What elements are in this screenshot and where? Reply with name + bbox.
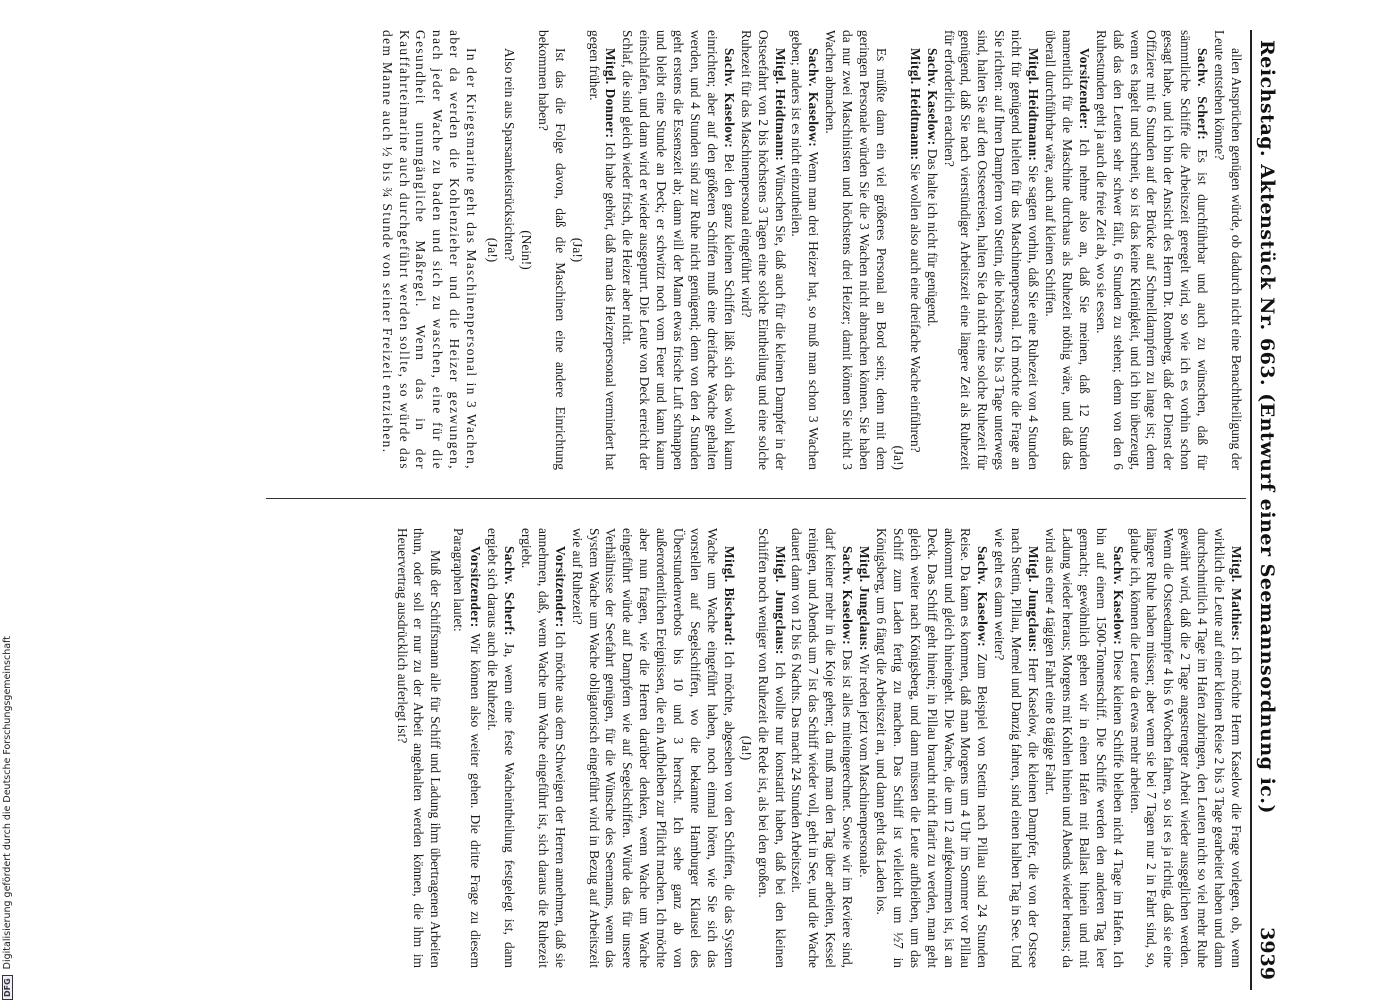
paragraph: [483, 528, 517, 968]
speaker-name: Sachv. Scherf:: [502, 546, 518, 636]
right-column: [244, 528, 1244, 968]
page-header: [1248, 0, 1282, 1000]
speaker-name: Mitgl. Jungclaus:: [772, 546, 788, 655]
paragraph: [483, 30, 500, 470]
speaker-name: Mitgl. Jungclaus:: [1026, 546, 1042, 653]
paragraph: [1092, 30, 1210, 470]
speaker-name: Sachv. Kaselow:: [975, 546, 991, 647]
speaker-name: Mitgl. Heidtmann:: [907, 48, 923, 161]
paragraph-text: Herr Kaselow, die kleinen Dampfer, die von der Ostsee nach Stettin, Pillau, Memel und Danzig fahren, sind einen halben Tag in See. Und wie geht es dann weiter?: [992, 528, 1042, 968]
speaker-name: Mitgl. Bischard:: [721, 546, 737, 647]
paragraph: [940, 30, 1041, 470]
paragraph-text: Ich habe gehört, daß man das Heizerpersonal vermindert hat gegen früher.: [586, 30, 619, 470]
paragraph: [517, 30, 534, 470]
paragraph-text: Wir reden jetzt vom Maschinenpersonale.: [857, 650, 873, 878]
paragraph-text: Diese kleinen Schiffe bleiben nicht 4 Tage im Hafen. Ich bin auf einem 1500-Tonnenschiff. Die Schiffe werden den anderen Tag leer gemacht; gewöhnlich gehen wir in einen Hafen mit Ballast hinein und mit Ladung wieder heraus; Morgens mit Kohlen hinein und Abends wieder heraus; da wird aus einer 4 tägigen Fahrt eine 8 tägige Fahrt.: [1043, 528, 1126, 968]
paragraph: [585, 30, 619, 470]
speaker-name: Vorsitzender:: [468, 546, 484, 628]
paragraph-text: In der Kriegsmarine geht das Maschinenpersonal in 3 Wachen, aber da werden die Kohlenzieher und die Heizer gezwungen, nach jeder Wache zu baden und sich zu waschen, eine für die Gesundheit unumgängliche Maßregel. Wenn das in der Kauffahrteimarine auch durchgeführt werden sollte, so würde das dem Manne auch ½ bis ¾ Stunde von seiner Freizeit entziehen.: [379, 30, 480, 470]
paragraph: [534, 30, 568, 470]
speaker-name: Vorsitzender:: [1076, 48, 1092, 130]
paragraph: [855, 528, 872, 968]
paragraph-text: Ich möchte aus dem Schweigen der Herren annehmen, daß sie annehmen, daß, wenn Wache um Wache eingeführt ist, sich daraus die Ruhezeit ergiebt.: [518, 528, 568, 968]
paragraph-text: Ich wollte nur konstatirt haben, daß bei den kleinen Schiffen noch weniger von Ruhezeit die Rede ist, als bei den großen.: [755, 528, 788, 968]
paragraph: [788, 528, 856, 968]
paragraph-text: Zum Beispiel von Stettin nach Pillau sind 24 Stunden Reise. Da kann es kommen, daß man Morgens um 4 Uhr im Sommer vor Pillau ankommt und gleich hineingeht. Die Wache, die um 12 aufgekommen ist, ist an Deck. Das Schiff geht hinein; in Pillau braucht nicht flarirt zu werden, man geht gleich weiter nach Königsberg, und dann müssen die Leute aufbleiben, um das Schiff zum Laden fertig zu machen. Das Schiff ist vielleicht um ½7 in Königsberg, um 6 fängt die Arbeitszeit an, und dann geht das Laden los.: [873, 528, 991, 968]
speaker-name: Mitgl. Jungclaus:: [857, 546, 873, 651]
paragraph-text: Ich möchte, abgesehen von den Schiffen, die das System Wache um Wache eingeführt haben, noch einmal hören, wie Sie sich das vorstellen auf Segelschiffen, wo die bekannte Hamburger Klausel des Überstundenverbots bis 10 und 3 herrscht. Ich sehe ganz ab von außerordentlichen Ereignissen, die ein Aufbleiben zur Pflicht machen. Ich möchte aber nun fragen, wie die Herren darüber denken, wenn Wache um Wache eingeführt würde auf Dampfern wie auf Segelschiffen. Würde das für unsere Verhältnisse der Seefahrt genügen, für die Wünsche des Seemanns, wenn das System Wache um Wache obligatorisch eingeführt wird in Bezug auf Arbeitszeit wie auf Ruhezeit?: [569, 528, 737, 968]
paragraph: [1041, 528, 1126, 968]
paragraph-text: Ja, wenn eine feste Wacheintheilung festgelegt ist, dann ergiebt sich daraus auch die Ruhezeit.: [485, 528, 518, 968]
page-number: 3939: [1256, 927, 1278, 980]
speaker-name: Sachv. Kaselow:: [1110, 546, 1126, 646]
paragraph: [737, 30, 788, 470]
paragraph-text: Ich nehme also an, daß Sie meinen, daß 12 Stunden namentlich für die Maschine durchaus als Ruhezeit nöthig wäre, und daß das überall durchführbar wäre, auch auf kleinen Schiffen.: [1043, 30, 1092, 470]
paragraph-text: (Ja!): [485, 237, 501, 263]
paragraph-text: Wir können also weiter gehen. Die dritte Frage zu diesem Paragraphen lautet:: [451, 528, 484, 968]
paragraph-text: Bei den ganz kleinen Schiffen läßt sich das wohl kaum einrichten; aber auf den größeren Schiffen muß eine dreifache Wache gehalten werden, und 4 Stunden sind zur Ruhe nicht genügend; denn von den 4 Stunden geht erstens die Essenszeit ab; dann will der Mann etwas frische Luft schnappen und bleibt eine Stunde an Deck; er schwitzt noch vom Feuer und kann kaum einschlafen, und dann wird er wieder ausgepurrt. Die Leute von Deck erreicht der Schlaf, die sind gleich wieder frisch, die Heizer aber nicht.: [620, 30, 737, 470]
speaker-name: Mitgl. Donner:: [603, 48, 619, 139]
speaker-name: Sachv. Scherf:: [1195, 48, 1211, 141]
digitization-credit: [2, 0, 16, 1000]
paragraph: [449, 528, 483, 968]
paragraph: [872, 528, 990, 968]
paragraph-text: (Ja!): [738, 735, 754, 761]
speaker-name: Sachv. Kaselow:: [840, 546, 856, 645]
paragraph: [517, 528, 568, 968]
paragraph: [568, 528, 737, 968]
speaker-name: Mitgl. Heidtmann:: [772, 48, 788, 161]
speaker-name: Sachv. Kaselow:: [924, 48, 940, 146]
paragraph-text: Sie sagten vorhin, daß Sie eine Ruhezeit von 4 Stunden nicht für genügend hielten für das Maschinenpersonal. Ich möchte die Frage an Sie richten: auf Ihren Dampfern von Stettin, die höchstens 2 bis 3 Tage unterwegs sind, halten Sie auf den Ostseereisen, halten Sie da nicht eine solche Ruhezeit für genügend, daß Sie nach vierstündiger Arbeitszeit eine längere Zeit als Ruhezeit für erforderlich erachten?: [941, 30, 1042, 470]
paragraph-text: Das halte ich nicht für genügend.: [924, 145, 940, 327]
paragraph: [754, 528, 788, 968]
paragraph: [1041, 30, 1092, 470]
paragraph: [821, 30, 889, 470]
paragraph-text: Wenn man drei Heizer hat, so muß man schon 3 Wachen geben; anders ist es nicht einzutheilen.: [789, 30, 822, 470]
speaker-name: Sachv. Kaselow:: [806, 48, 822, 148]
paragraph: [906, 30, 923, 470]
paragraph-text: Muß der Schiffsmann alle für Schiff und Ladung ihm übertragenen Arbeiten thun, oder soll er nur zu der Arbeit angehalten werden können, die ihm im Heuervertrag ausdrücklich auferlegt ist?: [394, 528, 444, 968]
header-rule: [1250, 30, 1252, 990]
paragraph: [1210, 30, 1244, 470]
paragraph-text: Es ist durchführbar und auch zu wünschen, daß für sämmtliche Schiffe die Arbeitszeit geregelt wird, so wie ich es vorhin schon gesagt habe, und ich bin der Ansicht des Herrn Dr. Romberg, daß der Dienst der Offiziere mit 6 Stunden auf der Brücke auf Schnelldampfern zu lange ist; denn wenn es hagelt und schneit, so ist das keine Kleinigkeit, und ich bin überzeugt, daß das den Leuten sehr schwer fällt, 6 Stunden zu stehen; denn von den 6 Ruhestunden geht ja auch die freie Zeit ab, wo sie essen.: [1093, 30, 1211, 470]
column-divider: [266, 498, 1246, 499]
speaker-name: Sachv. Kaselow:: [721, 48, 737, 148]
paragraph-text: Wünschen Sie, daß auch für die kleinen Dampfer in der Ostseefahrt von 2 bis höchstens 3 Tagen eine solche Eintheilung und eine solche Ruhezeit für das Maschinenpersonal eingeführt wird?: [738, 30, 788, 470]
paragraph: [737, 528, 754, 968]
paragraph: [788, 30, 822, 470]
paragraph-text: (Nein!): [518, 230, 534, 270]
paragraph-text: Also rein aus Sparsamkeitsrücksichten?: [502, 48, 518, 262]
paragraph-text: Ich möchte Herrn Kaselow die Frage vorlegen, ob, wenn wirklich die Leute auf einer kleinen Reise 2 bis 3 Tage gearbeitet haben und dann durchschnittlich 4 Tage im Hafen zubringen, den Leuten nicht so viel mehr Ruhe gewährt wird, daß die 2 Tage angestrengter Arbeit wieder ausgeglichen werden. Wenn die Ostseedampfer 4 bis 6 Wochen fahren, so ist es ja richtig, daß sie eine längere Ruhe haben müssen; aber wenn sie bei 7 Tagen nur 2 in Fahrt sind, so, glaube ich, können die Leute da etwas mehr arbeiten.: [1127, 528, 1244, 968]
paragraph: [1126, 528, 1244, 968]
paragraph-text: Ist das die Folge davon, daß die Maschinen eine andere Einrichtung bekommen haben?: [535, 30, 568, 470]
dfg-logo: DFG: [2, 975, 13, 1000]
paragraph-text: (Ja!): [890, 445, 906, 470]
paragraph-text: Sie wollen also auch eine dreifache Wache einführen?: [907, 160, 923, 453]
paragraph: [923, 30, 940, 470]
left-column: [244, 30, 1244, 470]
paragraph-text: Es müßte dann ein viel größeres Personal an Bord sein; denn mit dem geringen Personale würden Sie die 3 Wachen nicht abmachen können. Sie haben da nur zwei Maschinisten und höchstens drei Heizer; damit können Sie nicht 3 Wachen abmachen.: [823, 30, 889, 470]
credit-text: Digitalisierung gefördert durch die Deutsche Forschungsgemeinschaft: [2, 636, 13, 970]
paragraph: [618, 30, 736, 470]
speaker-name: Mitgl. Mathies:: [1229, 546, 1244, 642]
paragraph-text: (Ja!): [569, 237, 585, 263]
paragraph: [378, 30, 479, 470]
paragraph-text: allen Ansprüchen genügen würde, ob dadurch nicht eine Benachtheiligung der Leute entstehen könnte?: [1212, 30, 1244, 470]
speaker-name: Vorsitzender:: [552, 546, 568, 628]
paragraph: [393, 528, 444, 968]
speaker-name: Mitgl. Heidtmann:: [1026, 48, 1042, 162]
paragraph-text: Das ist alles miteingerechnet. Sowie wir im Reviere sind, darf keiner mehr in die Koje gehen; da muß man den Tag über arbeiten, Kessel reinigen, und Abends um 7 ist das Schiff wieder voll, geht in See, und die Wache dauert dann von 12 bis 6 Nachts. Das macht 24 Stunden Arbeitszeit.: [789, 528, 856, 968]
paragraph: [990, 528, 1041, 968]
running-head: Reichstag. Aktenstück Nr. 663. (Entwurf einer Seemannsordnung ic.): [1256, 40, 1278, 814]
paragraph: [500, 30, 517, 470]
paragraph: [568, 30, 585, 470]
paragraph: [889, 30, 906, 470]
